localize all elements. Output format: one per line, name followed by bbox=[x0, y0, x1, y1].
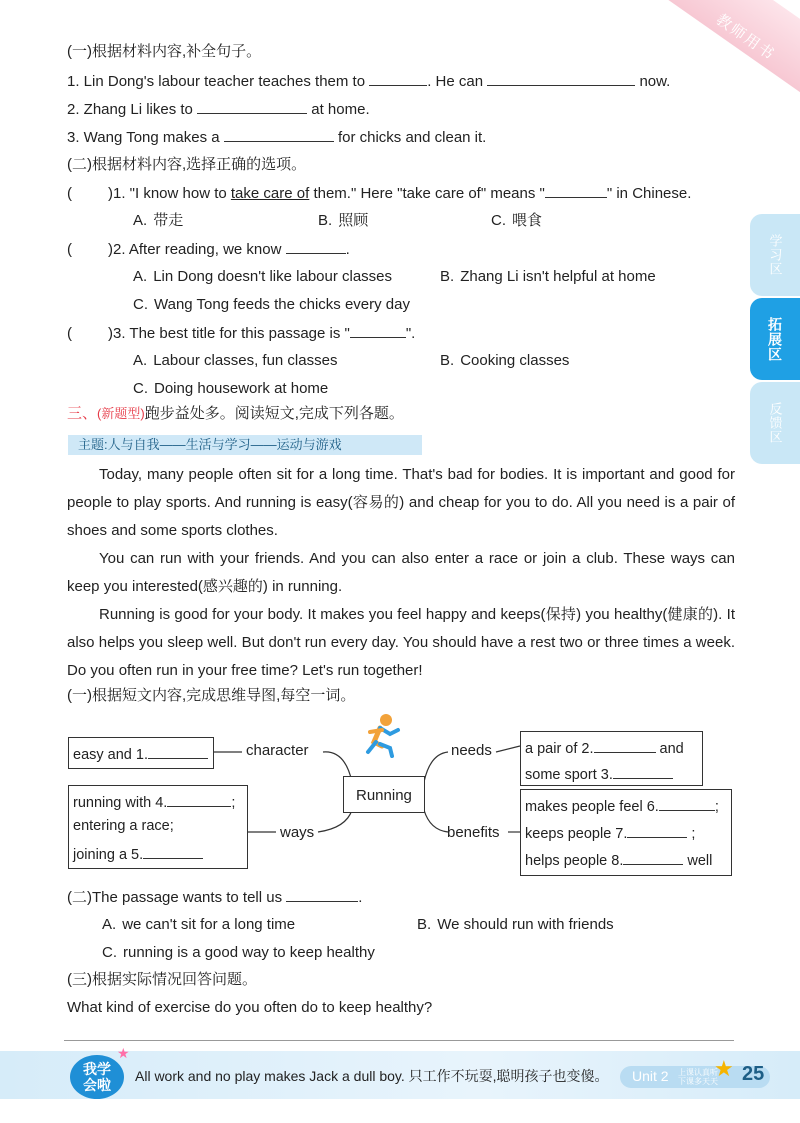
option-letter: C. bbox=[133, 380, 148, 397]
center-label: Running bbox=[356, 787, 412, 804]
option-b[interactable] bbox=[440, 351, 569, 371]
needs-box bbox=[520, 731, 703, 786]
q1-text: " in Chinese. bbox=[606, 185, 692, 202]
proverb: All work and no play makes Jack a dull boy. 只工作不玩耍,聪明孩子也变傻。 bbox=[135, 1068, 609, 1084]
box-text: joining a 5. bbox=[73, 847, 144, 863]
section3-heading bbox=[67, 404, 404, 424]
option-letter: B. bbox=[440, 352, 455, 369]
q1-text: 1. Lin Dong's labour teacher teaches them to bbox=[67, 73, 366, 90]
box-text: ; bbox=[231, 795, 236, 811]
side-tabs bbox=[750, 214, 800, 466]
option-letter: A. bbox=[133, 212, 148, 229]
option-letter: A. bbox=[133, 268, 148, 285]
box-text: and bbox=[659, 741, 684, 757]
unit-label: Unit 2 bbox=[632, 1068, 669, 1084]
part2-q1 bbox=[67, 183, 691, 204]
option-a[interactable] bbox=[102, 915, 295, 935]
box-text: ; bbox=[691, 826, 696, 842]
box-text: some sport 3. bbox=[525, 767, 613, 783]
unit-slogan bbox=[678, 1068, 718, 1086]
passage-paragraph-3 bbox=[67, 601, 735, 684]
q1-text: . He can bbox=[427, 73, 484, 90]
option-c[interactable] bbox=[133, 379, 328, 399]
q2-text: at home. bbox=[311, 101, 370, 118]
answer-paren-open[interactable]: ( bbox=[67, 325, 72, 342]
option-letter: B. bbox=[417, 916, 432, 933]
option-text: Labour classes, fun classes bbox=[153, 352, 338, 369]
option-text: 带走 bbox=[153, 212, 184, 229]
tab-study-area[interactable]: 学习区 bbox=[750, 214, 800, 296]
runner-icon bbox=[368, 714, 398, 756]
section-number: 三、 bbox=[67, 405, 98, 422]
option-text: running is a good way to keep healthy bbox=[123, 944, 375, 961]
corner-label: 教师用书 bbox=[712, 11, 779, 64]
learned-badge bbox=[70, 1055, 124, 1099]
part2-q3 bbox=[67, 323, 415, 344]
answer-blank[interactable] bbox=[148, 744, 208, 759]
answer-blank[interactable] bbox=[167, 792, 231, 807]
q2-text: . bbox=[345, 241, 350, 258]
tab-extension-area[interactable]: 拓展区 bbox=[750, 298, 800, 380]
answer-blank[interactable] bbox=[286, 239, 346, 254]
option-letter: A. bbox=[102, 916, 117, 933]
paragraph-text: Running is good for your body. It makes you feel happy and keeps(保持) you healthy(健康的). It also helps you sleep well. But don't run every day. You should have a rest two or three times a week. Do you often run in your free time? Let's run together! bbox=[67, 606, 735, 679]
teacher-book-corner-ribbon bbox=[668, 0, 800, 97]
option-c[interactable] bbox=[491, 211, 542, 231]
option-letter: C. bbox=[102, 944, 117, 961]
answer-paren-close: ) bbox=[108, 185, 113, 202]
answer-blank[interactable] bbox=[627, 823, 687, 838]
option-a[interactable] bbox=[133, 267, 392, 287]
option-text: Zhang Li isn't helpful at home bbox=[460, 268, 656, 285]
option-text: We should run with friends bbox=[437, 916, 614, 933]
option-letter: C. bbox=[491, 212, 506, 229]
character-box bbox=[68, 737, 214, 769]
new-type-tag: (新题型) bbox=[97, 406, 145, 421]
option-text: Cooking classes bbox=[460, 352, 570, 369]
q3-text: for chicks and clean it. bbox=[337, 129, 487, 146]
box-text: helps people 8. bbox=[525, 853, 624, 869]
passage-paragraph-1 bbox=[67, 461, 735, 544]
section-title: 跑步益处多。阅读短文,完成下列各题。 bbox=[144, 405, 404, 422]
answer-blank[interactable] bbox=[350, 323, 406, 338]
mascot-star-icon: ★ bbox=[714, 1056, 734, 1081]
box-text: a pair of 2. bbox=[525, 741, 594, 757]
box-text: makes people feel 6. bbox=[525, 799, 659, 815]
paragraph-text: Today, many people often sit for a long time. That's bad for bodies. It is important and good for people to play sports. And running is easy(容易的) and cheap for you to do. All you need is a pair of shoes and some sports clothes. bbox=[67, 466, 735, 539]
box-text: easy and 1. bbox=[73, 747, 148, 763]
q1-text: now. bbox=[639, 73, 671, 90]
q2-text: 2. After reading, we know bbox=[113, 241, 282, 258]
slogan-line: 上课认真听 bbox=[678, 1068, 718, 1077]
answer-blank[interactable] bbox=[197, 99, 307, 114]
badge-text: 我学 bbox=[83, 1061, 111, 1077]
box-text: keeps people 7. bbox=[525, 826, 628, 842]
answer-paren-open[interactable]: ( bbox=[67, 185, 72, 202]
answer-line[interactable] bbox=[64, 1040, 734, 1041]
answer-blank[interactable] bbox=[594, 738, 656, 753]
q2-text: 2. Zhang Li likes to bbox=[67, 101, 193, 118]
star-icon: ★ bbox=[117, 1045, 130, 1061]
option-b[interactable] bbox=[417, 915, 614, 935]
answer-paren-open[interactable]: ( bbox=[67, 241, 72, 258]
option-text: Doing housework at home bbox=[154, 380, 329, 397]
q3-text: 3. Wang Tong makes a bbox=[67, 129, 220, 146]
part1-q1 bbox=[67, 71, 670, 92]
option-letter: C. bbox=[133, 296, 148, 313]
answer-blank[interactable] bbox=[659, 796, 715, 811]
part1-q2 bbox=[67, 99, 370, 120]
option-c[interactable] bbox=[133, 295, 410, 315]
q3-text: 3. The best title for this passage is " bbox=[113, 325, 350, 342]
option-text: we can't sit for a long time bbox=[122, 916, 296, 933]
slogan-line: 下课多天天 bbox=[678, 1077, 718, 1086]
tab-feedback-area[interactable]: 反馈区 bbox=[750, 382, 800, 464]
option-text: 照顾 bbox=[338, 212, 369, 229]
part1-heading: (一)根据材料内容,补全句子。 bbox=[67, 43, 262, 60]
part-b3-question: What kind of exercise do you often do to keep healthy? bbox=[67, 999, 433, 1016]
answer-paren-close: ) bbox=[108, 241, 113, 258]
q1-text: them." Here "take care of" means " bbox=[313, 185, 545, 202]
option-letter: B. bbox=[440, 268, 455, 285]
passage-paragraph-2 bbox=[67, 545, 735, 601]
mindmap-heading: (一)根据短文内容,完成思维导图,每空一词。 bbox=[67, 687, 356, 704]
underlined-phrase: take care of bbox=[230, 185, 310, 202]
option-a[interactable] bbox=[133, 211, 183, 231]
part-b2-heading bbox=[67, 887, 362, 908]
answer-blank[interactable] bbox=[143, 844, 203, 859]
branch-needs: needs bbox=[451, 742, 492, 759]
q3-text: ". bbox=[405, 325, 416, 342]
part2-heading: (二)根据材料内容,选择正确的选项。 bbox=[67, 156, 307, 173]
branch-ways: ways bbox=[280, 824, 315, 841]
part-b3-heading: (三)根据实际情况回答问题。 bbox=[67, 971, 257, 988]
option-c[interactable] bbox=[102, 943, 375, 963]
heading-text: . bbox=[358, 889, 363, 906]
badge-text: 会啦 bbox=[83, 1077, 111, 1093]
part2-q2 bbox=[67, 239, 350, 260]
box-text: ; bbox=[714, 799, 719, 815]
option-b[interactable] bbox=[318, 211, 368, 231]
answer-blank[interactable] bbox=[545, 183, 607, 198]
box-text: running with 4. bbox=[73, 795, 168, 811]
answer-blank[interactable] bbox=[224, 127, 334, 142]
option-a[interactable] bbox=[133, 351, 337, 371]
answer-blank[interactable] bbox=[487, 71, 635, 86]
ways-box bbox=[68, 785, 248, 869]
heading-text: (二)The passage wants to tell us bbox=[67, 889, 283, 906]
option-text: Lin Dong doesn't like labour classes bbox=[153, 268, 393, 285]
option-text: Wang Tong feeds the chicks every day bbox=[154, 296, 410, 313]
box-text: well bbox=[687, 853, 713, 869]
answer-blank[interactable] bbox=[369, 71, 427, 86]
answer-blank[interactable] bbox=[286, 887, 358, 902]
part1-q3 bbox=[67, 127, 486, 148]
answer-paren-close: ) bbox=[108, 325, 113, 342]
branch-benefits: benefits bbox=[447, 824, 500, 841]
answer-blank[interactable] bbox=[613, 764, 673, 779]
answer-blank[interactable] bbox=[623, 850, 683, 865]
theme-bar: 主题:人与自我——生活与学习——运动与游戏 bbox=[68, 435, 422, 455]
option-b[interactable] bbox=[440, 267, 656, 287]
center-node bbox=[343, 776, 425, 813]
benefits-box bbox=[520, 789, 732, 876]
option-letter: A. bbox=[133, 352, 148, 369]
page-number: 25 bbox=[742, 1063, 765, 1085]
paragraph-text: You can run with your friends. And you can also enter a race or join a club. These ways can keep you interested(感兴趣的) in running. bbox=[67, 550, 735, 595]
option-text: 喂食 bbox=[512, 212, 543, 229]
box-text: entering a race; bbox=[73, 818, 174, 834]
q1-text: 1. "I know how to bbox=[113, 185, 227, 202]
branch-character: character bbox=[246, 742, 309, 759]
option-letter: B. bbox=[318, 212, 333, 229]
